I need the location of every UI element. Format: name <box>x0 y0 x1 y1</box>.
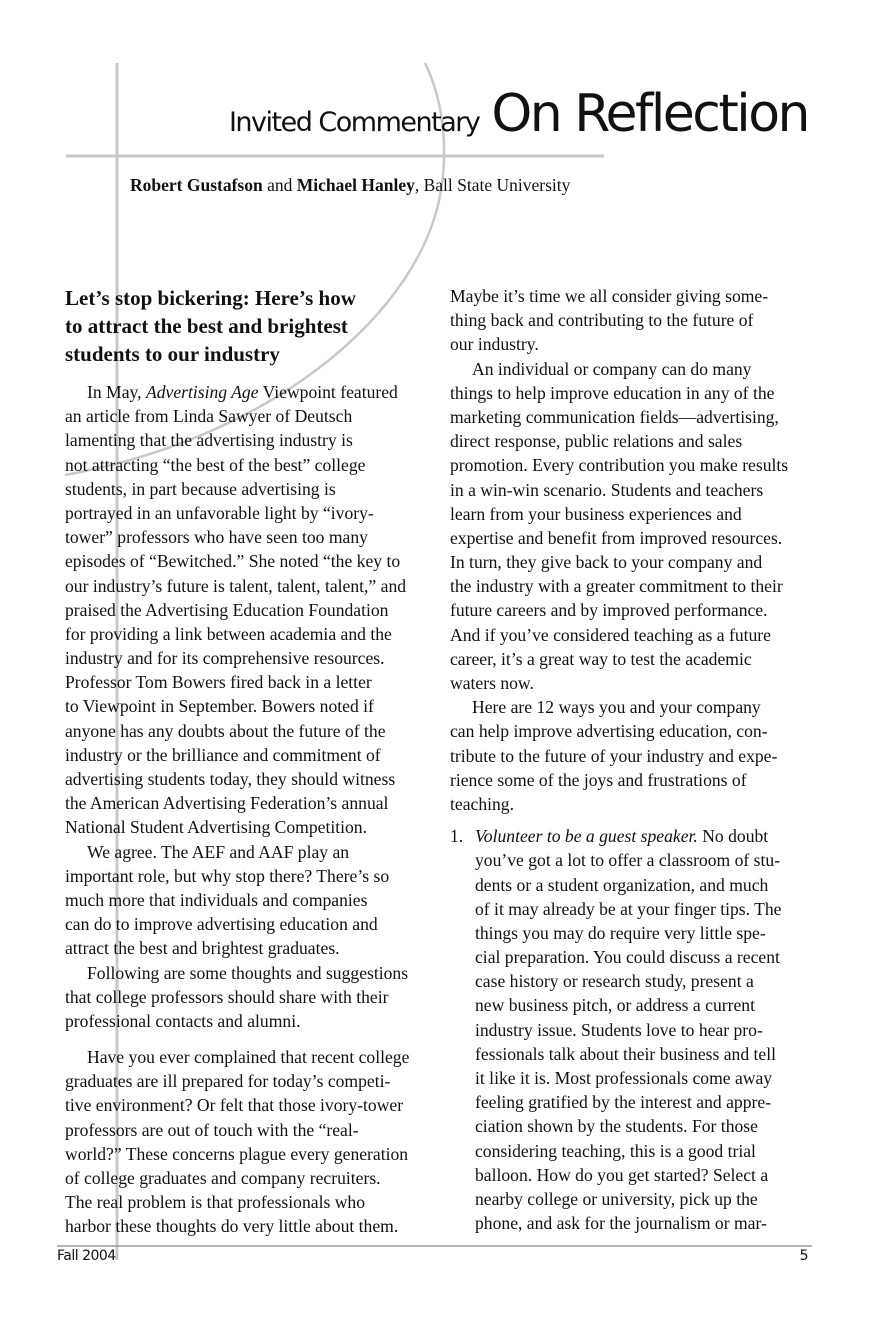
text-line: praised the Advertising Education Foundation <box>65 599 389 620</box>
text-line <box>450 824 812 848</box>
text-line: fessionals talk about their business and tell <box>475 1043 776 1064</box>
text-line: expertise and benefit from improved resources. <box>450 527 783 548</box>
text-line: case history or research study, present a <box>475 971 754 992</box>
text-line: feeling gratified by the interest and appre- <box>475 1092 772 1113</box>
text-line: industry and for its comprehensive resources. <box>65 648 385 669</box>
text-line: professors are out of touch with the “real- <box>65 1119 359 1140</box>
text-line: professional contacts and alumni. <box>65 1010 301 1031</box>
numbered-list-item <box>450 824 812 1235</box>
text-line: in a win-win scenario. Students and teachers <box>450 479 764 500</box>
paragraph-lines <box>450 357 812 696</box>
text-run: In May, <box>87 382 146 402</box>
text-line: of college graduates and company recruiters. <box>65 1168 381 1188</box>
spacer <box>450 816 812 824</box>
text-line: Professor Tom Bowers fired back in a letter <box>65 672 372 693</box>
text-line: direct response, public relations and sales <box>450 431 743 452</box>
text-line: our industry’s future is talent, talent, talent,” and <box>65 575 407 596</box>
byline-conjunction: and <box>262 175 297 195</box>
text-line: our industry. <box>450 334 539 355</box>
text-line: career, it’s a great way to test the academic <box>450 648 752 669</box>
list-number: 1. <box>450 826 464 847</box>
text-line: tower” professors who have seen too many <box>65 527 368 548</box>
text-line: anyone has any doubts about the future of the <box>65 720 386 741</box>
paragraph <box>65 840 427 961</box>
text-line: We agree. The AEF and AAF play an <box>87 841 350 862</box>
text-line: teaching. <box>450 793 514 814</box>
text-line: can help improve advertising education, con- <box>450 721 768 742</box>
headline-line: students to our industry <box>65 342 280 366</box>
paragraph-lines <box>450 848 812 1235</box>
text-line: ciation shown by the students. For those <box>475 1116 758 1137</box>
list-item-title: Volunteer to be a guest speaker. <box>475 826 698 847</box>
text-line: an article from Linda Sawyer of Deutsch <box>65 406 353 427</box>
text-line: promotion. Every contribution you make results <box>450 455 789 476</box>
text-line: to Viewpoint in September. Bowers noted if <box>65 696 374 717</box>
article-headline <box>65 284 427 368</box>
text-line: industry or the brilliance and commitment of <box>65 744 381 765</box>
text-line: portrayed in an unfavorable light by “ivory- <box>65 502 374 523</box>
text-line: industry issue. Students love to hear pro- <box>475 1019 763 1040</box>
text-line: episodes of “Bewitched.” She noted “the key to <box>65 551 401 572</box>
text-line: Maybe it’s time we all consider giving some- <box>450 286 769 306</box>
text-line: And if you’ve considered teaching as a future <box>450 624 771 645</box>
text-line: things to help improve education in any of the <box>450 382 775 403</box>
text-line: advertising students today, they should witness <box>65 769 396 789</box>
section-kicker: Invited Commentary <box>228 107 480 138</box>
text-line: Here are 12 ways you and your company <box>472 697 761 718</box>
text-line: Following are some thoughts and suggestions <box>87 962 409 983</box>
text-line: not attracting “the best of the best” college <box>65 454 366 475</box>
left-column <box>65 284 427 1239</box>
text-line: nearby college or university, pick up the <box>475 1188 758 1209</box>
text-run: No doubt <box>697 826 769 847</box>
right-column <box>450 284 812 1235</box>
text-line: lamenting that the advertising industry is <box>65 430 353 451</box>
text-line: attract the best and brightest graduates. <box>65 938 340 959</box>
text-line: can do to improve advertising education and <box>65 914 378 935</box>
paragraph <box>450 695 812 816</box>
text-line: the industry with a greater commitment to their <box>450 576 783 597</box>
text-line: rience some of the joys and frustrations of <box>450 769 747 790</box>
issue-date: Fall 2004 <box>57 1248 116 1264</box>
text-line: thing back and contributing to the future of <box>450 310 754 331</box>
text-line: In turn, they give back to your company and <box>450 552 763 573</box>
text-line: Have you ever complained that recent college <box>87 1047 410 1068</box>
text-line: it like it is. Most professionals come away <box>475 1068 773 1088</box>
paragraph-lines <box>65 1045 427 1239</box>
paragraph-lines <box>450 695 812 816</box>
text-line: students, in part because advertising is <box>65 478 336 499</box>
text-line: the American Advertising Federation’s annual <box>65 793 389 814</box>
text-line: An individual or company can do many <box>472 358 752 379</box>
paragraph <box>65 961 427 1034</box>
headline-line: to attract the best and brightest <box>65 314 348 338</box>
text-line: of it may already be at your finger tips. The <box>475 898 782 919</box>
author-affiliation: , Ball State University <box>414 175 571 195</box>
paragraph <box>65 1045 427 1239</box>
text-run: Viewpoint featured <box>258 382 398 402</box>
text-line: tribute to the future of your industry and expe- <box>450 745 778 766</box>
text-line: things you may do require very little spe- <box>475 922 766 943</box>
text-line: phone, and ask for the journalism or mar- <box>475 1213 767 1234</box>
paragraph <box>450 284 812 357</box>
text-line: important role, but why stop there? There’s so <box>65 865 390 886</box>
text-line: tive environment? Or felt that those ivory-tower <box>65 1095 404 1116</box>
text-line: graduates are ill prepared for today’s competi- <box>65 1071 391 1092</box>
paragraph-lines <box>65 404 427 839</box>
text-line: balloon. How do you get started? Select a <box>475 1164 769 1185</box>
text-line: much more that individuals and companies <box>65 889 368 910</box>
text-line: marketing communication fields—advertising, <box>450 406 779 427</box>
paragraph <box>65 380 427 840</box>
paragraph-lines <box>450 284 812 357</box>
page-number: 5 <box>799 1248 808 1264</box>
text-line: National Student Advertising Competition. <box>65 817 368 838</box>
publication-title: Advertising Age <box>145 382 259 402</box>
text-line: you’ve got a lot to offer a classroom of stu- <box>475 850 781 871</box>
text-line: learn from your business experiences and <box>450 503 742 524</box>
text-line: that college professors should share with their <box>65 986 389 1007</box>
text-line: harbor these thoughts do very little about them. <box>65 1216 399 1237</box>
paragraph <box>450 357 812 696</box>
spacer <box>65 1033 427 1045</box>
paragraph-lines <box>65 840 427 961</box>
author-name: Michael Hanley <box>296 175 415 195</box>
page-header <box>229 84 808 144</box>
byline <box>130 175 570 196</box>
text-line: waters now. <box>450 673 534 693</box>
headline-line: Let’s stop bickering: Here’s how <box>65 286 356 310</box>
page-title: On Reflection <box>491 84 808 144</box>
text-line: considering teaching, this is a good trial <box>475 1140 756 1161</box>
text-line: cial preparation. You could discuss a recent <box>475 947 780 968</box>
text-line: The real problem is that professionals who <box>65 1192 365 1213</box>
author-name: Robert Gustafson <box>130 175 263 195</box>
text-line <box>65 380 427 404</box>
text-line: for providing a link between academia and the <box>65 623 392 644</box>
paragraph-lines <box>65 961 427 1034</box>
text-line: future careers and by improved performance. <box>450 600 768 621</box>
text-line: dents or a student organization, and much <box>475 874 769 895</box>
text-line: world?” These concerns plague every generation <box>65 1143 409 1164</box>
text-line: new business pitch, or address a current <box>475 995 755 1016</box>
